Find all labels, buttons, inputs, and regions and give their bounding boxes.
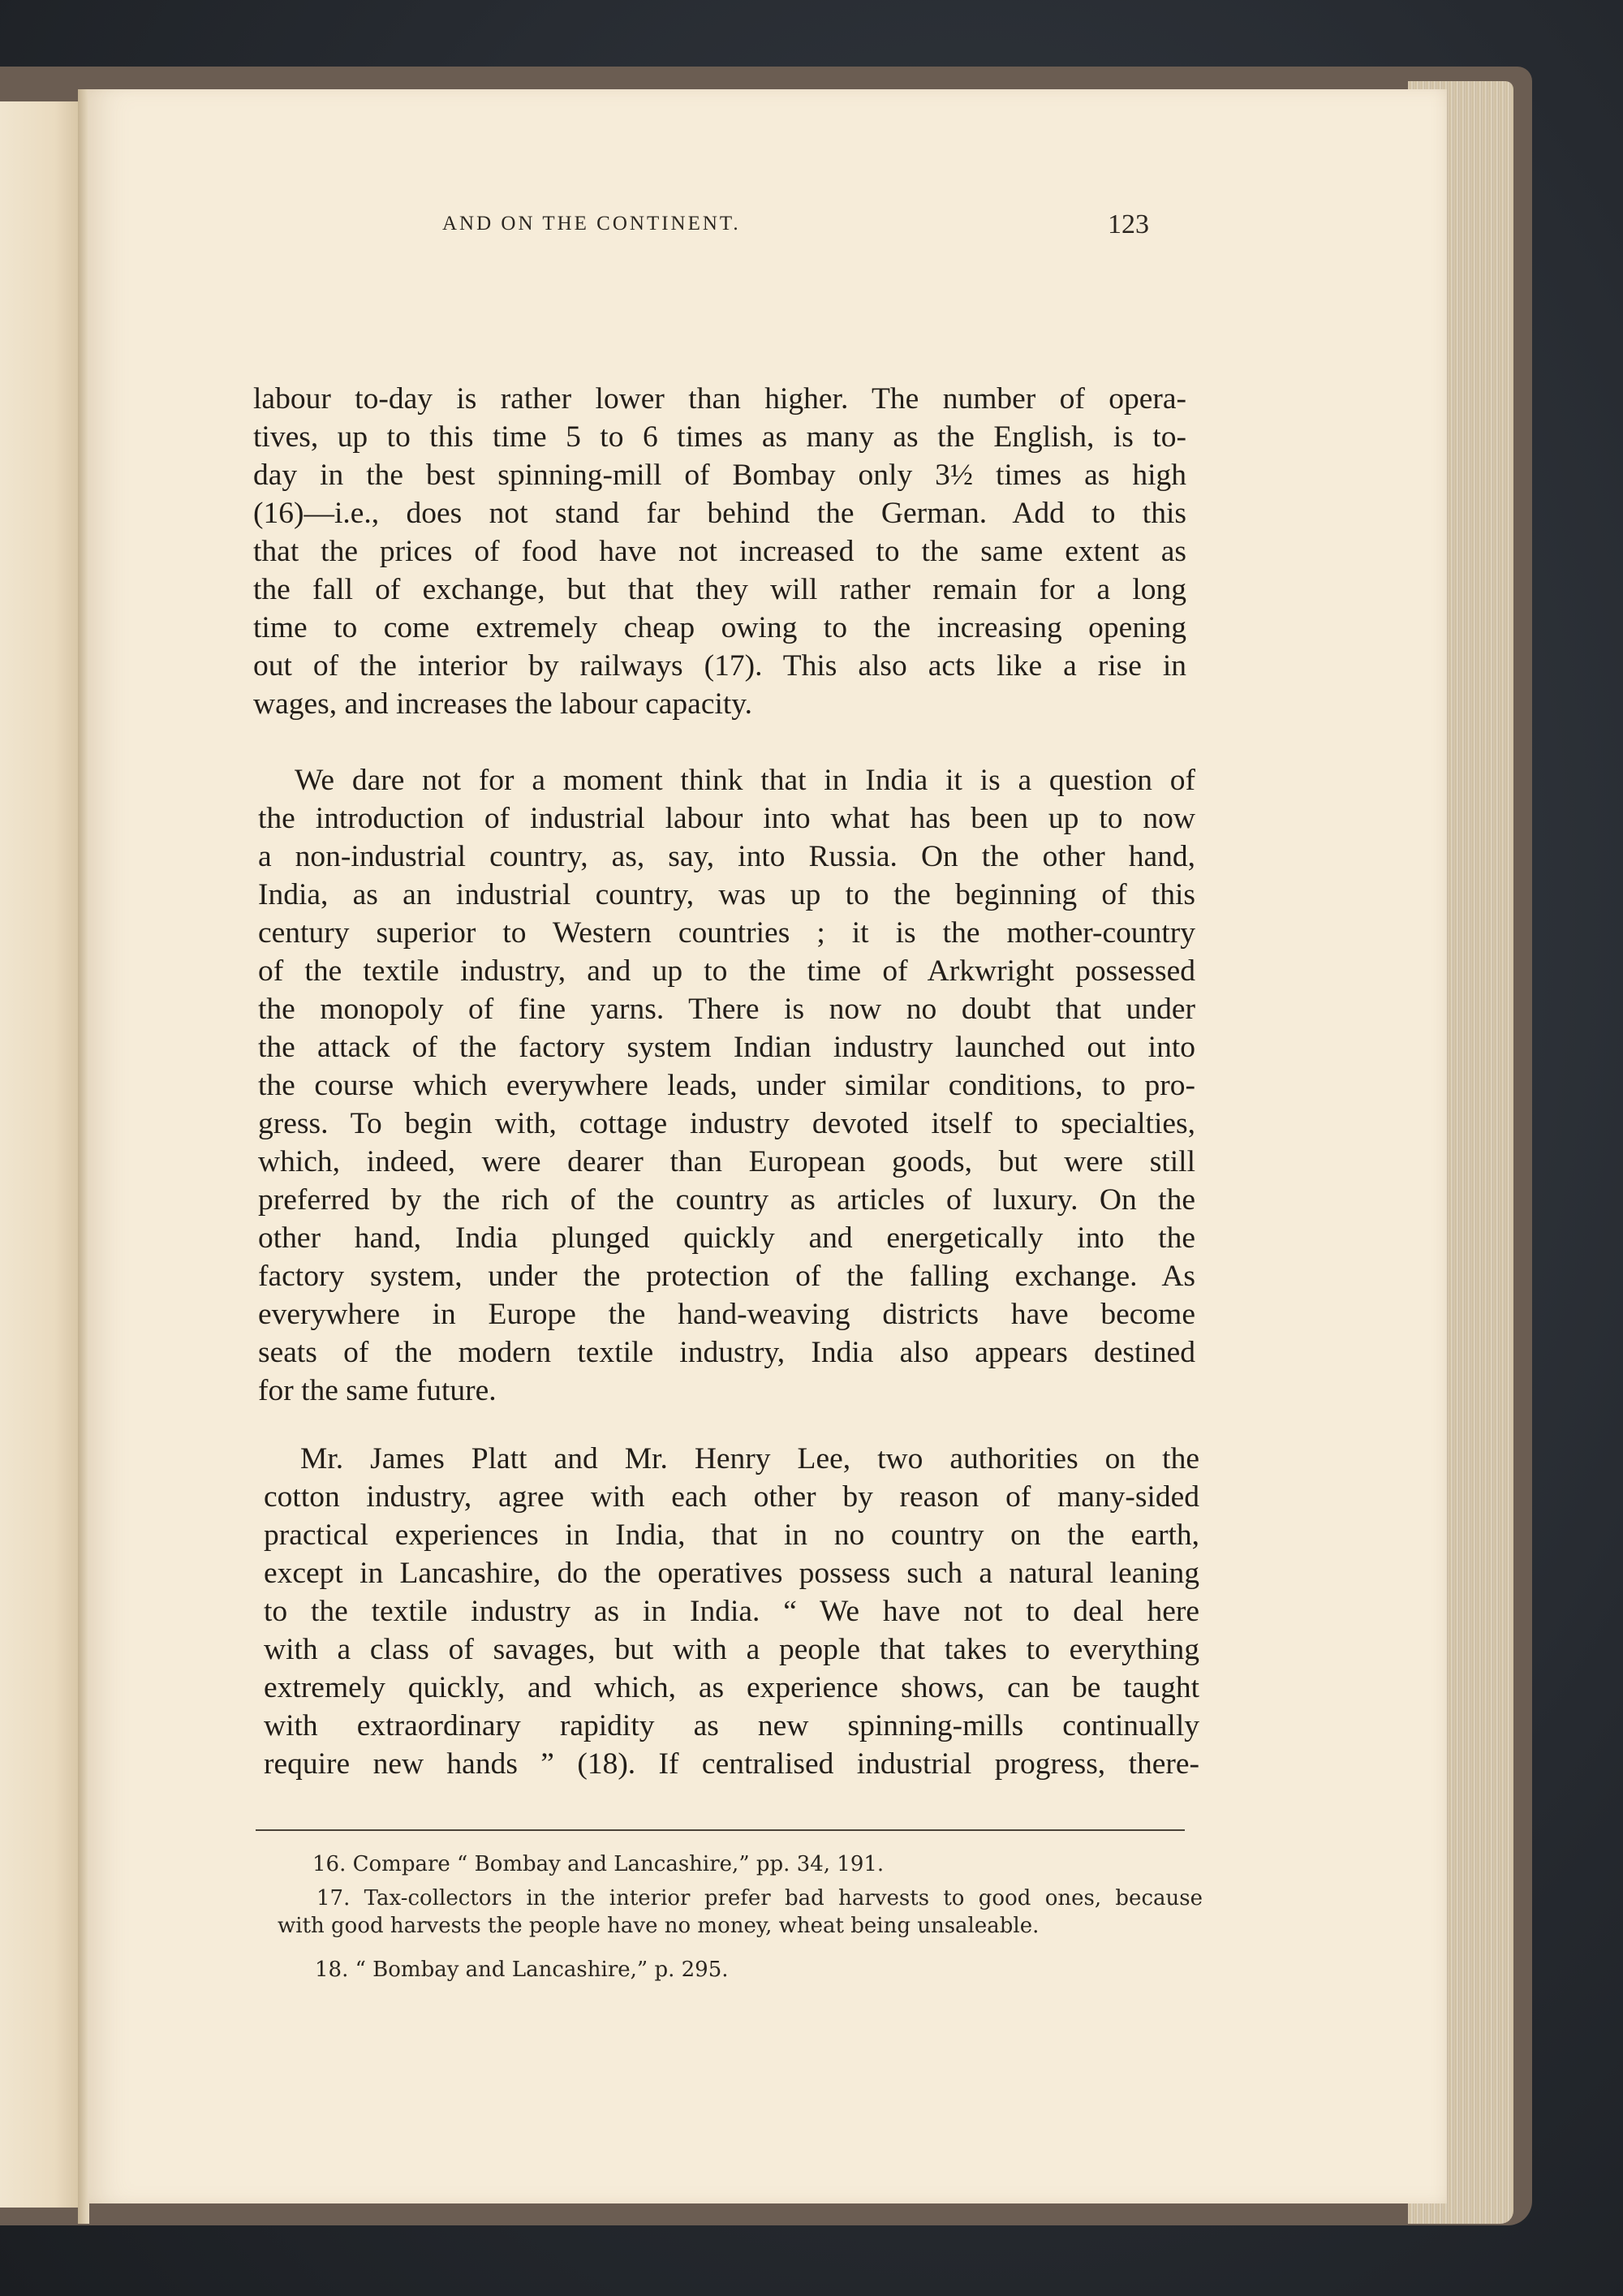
- paragraph-3: [264, 1440, 1199, 1783]
- page-number: 123: [1108, 209, 1149, 239]
- text-line: except in Lancashire, do the operatives possess such a natural leaning: [264, 1557, 1199, 1590]
- text-line: to the textile industry as in India. “ We have not to deal here: [264, 1595, 1199, 1628]
- text-line: with extraordinary rapidity as new spinning-mills continually: [264, 1709, 1199, 1742]
- text-line: the attack of the factory system Indian industry launched out into: [258, 1031, 1195, 1064]
- text-line: India, as an industrial country, was up to the beginning of this: [258, 878, 1195, 911]
- text-line: We dare not for a moment think that in India it is a question of: [295, 764, 1195, 797]
- text-line: that the prices of food have not increased to the same extent as: [253, 535, 1186, 568]
- paragraph-1: [253, 380, 1186, 723]
- text-line: the fall of exchange, but that they will rather remain for a long: [253, 573, 1186, 606]
- text-line: other hand, India plunged quickly and energetically into the: [258, 1221, 1195, 1255]
- text-line: everywhere in Europe the hand-weaving districts have become: [258, 1298, 1195, 1331]
- text-line: century superior to Western countries ; it is the mother-country: [258, 916, 1195, 950]
- text-line: seats of the modern textile industry, India also appears destined: [258, 1336, 1195, 1369]
- footnote-18: 18. “ Bombay and Lancashire,” p. 295.: [315, 1958, 729, 1982]
- text-line: gress. To begin with, cottage industry devoted itself to specialties,: [258, 1107, 1195, 1140]
- text-line: day in the best spinning-mill of Bombay only 3½ times as high: [253, 459, 1186, 492]
- text-line: Mr. James Platt and Mr. Henry Lee, two authorities on the: [300, 1442, 1199, 1475]
- text-line: the course which everywhere leads, under similar conditions, to pro-: [258, 1069, 1195, 1102]
- text-line: a non-industrial country, as, say, into Russia. On the other hand,: [258, 840, 1195, 873]
- text-line: labour to-day is rather lower than higher. The number of opera-: [253, 382, 1186, 416]
- footnote-line: with good harvests the people have no money, wheat being unsaleable.: [278, 1914, 1040, 1938]
- paragraph-2: [258, 761, 1195, 1410]
- text-line: (16)—i.e., does not stand far behind the German. Add to this: [253, 497, 1186, 530]
- footnote-17: [278, 1885, 1203, 1940]
- text-line: require new hands ” (18). If centralised industrial progress, there-: [264, 1747, 1199, 1781]
- text-line: practical experiences in India, that in no country on the earth,: [264, 1518, 1199, 1552]
- text-line: wages, and increases the labour capacity.: [253, 687, 752, 721]
- text-line: preferred by the rich of the country as articles of luxury. On the: [258, 1183, 1195, 1217]
- text-line: for the same future.: [258, 1374, 497, 1407]
- text-line: the monopoly of fine yarns. There is now no doubt that under: [258, 993, 1195, 1026]
- footnote-rule: [256, 1829, 1185, 1831]
- text-line: cotton industry, agree with each other by reason of many-sided: [264, 1480, 1199, 1514]
- footnote-line: 17. Tax-collectors in the interior prefer bad harvests to good ones, because: [316, 1886, 1203, 1910]
- text-line: with a class of savages, but with a people that takes to everything: [264, 1633, 1199, 1666]
- footnote-16: 16. Compare “ Bombay and Lancashire,” pp. 34, 191.: [312, 1852, 885, 1876]
- text-line: of the textile industry, and up to the time of Arkwright possessed: [258, 954, 1195, 988]
- text-line: tives, up to this time 5 to 6 times as many as the English, is to-: [253, 420, 1186, 454]
- text-line: out of the interior by railways (17). This also acts like a rise in: [253, 649, 1186, 683]
- text-line: time to come extremely cheap owing to the increasing opening: [253, 611, 1186, 644]
- text-line: factory system, under the protection of the falling exchange. As: [258, 1260, 1195, 1293]
- text-line: which, indeed, were dearer than European goods, but were still: [258, 1145, 1195, 1178]
- left-page-edge: [0, 101, 78, 2208]
- text-line: extremely quickly, and which, as experience shows, can be taught: [264, 1671, 1199, 1704]
- running-head: AND ON THE CONTINENT.: [442, 213, 741, 235]
- text-line: the introduction of industrial labour into what has been up to now: [258, 802, 1195, 835]
